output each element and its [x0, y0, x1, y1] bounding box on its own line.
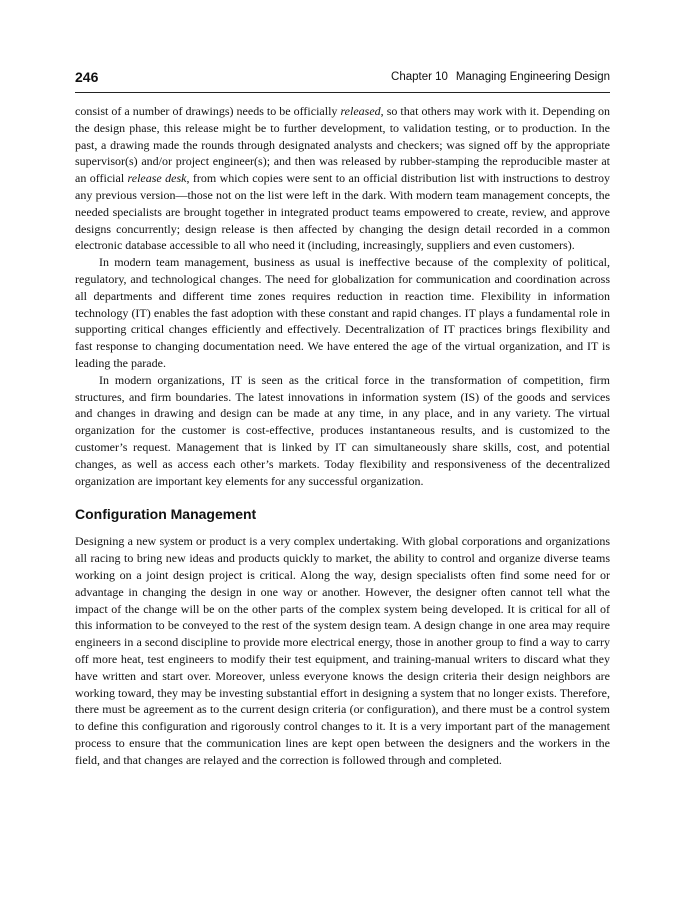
chapter-title: Managing Engineering Design [455, 71, 610, 83]
running-head [391, 71, 610, 83]
running-header [75, 69, 610, 89]
page-number: 246 [75, 69, 99, 85]
chapter-label: Chapter 10 [391, 71, 448, 83]
header-rule [75, 92, 610, 93]
paragraph-1 [75, 103, 610, 254]
paragraph-1-text-a: consist of a number of drawings) needs to be officially [75, 104, 341, 118]
paragraph-3: In modern organizations, IT is seen as the critical force in the transformation of competition, firm structures, and firm boundaries. The latest innovations in information system (IS) of the goods and services and changes in drawing and design can be made at any time, in any place, and in any variety. The virtual organization for the customer is cost-effective, produces instantaneous results, and is customized to the customer’s request. Management that is linked by IT can simultaneously share skills, cost, and potential changes, as well as access each other’s markets. Today flexibility and responsiveness of the decentralized organization are important key elements for any successful organization. [75, 372, 610, 488]
paragraph-1-text-b: , so that others may work with it. Depending on the design phase, this release might be to further development, to validation testing, or to production. In the past, a drawing made the rounds through designated analysts and checkers; was signed off by the appropriate supervisor(s) and/or project engineer(s); and then was released by rubber-stamping the reproducible master at an official [75, 104, 611, 186]
body-text [75, 103, 610, 768]
section-heading: Configuration Management [75, 506, 257, 523]
term-release-desk: release desk [127, 171, 187, 186]
paragraph-2: In modern team management, business as usual is ineffective because of the complexity of political, regulatory, and technological changes. The need for globalization for communication and coordination across all departments and different time zones requires reduction in reaction time. Flexibility in information technology (IT) enables the fast adoption with these constant and rapid changes. IT plays a fundamental role in supporting critical changes efficiently and effectively. Decentralization of IT practices brings flexibility and fast response to changing documentation need. We have entered the age of the virtual organization, and IT is leading the parade. [75, 255, 610, 370]
term-released: released [340, 104, 381, 118]
section-paragraph: Designing a new system or product is a very complex undertaking. With global corporations and organizations all racing to bring new ideas and products quickly to market, the ability to control and organize diverse teams working on a joint design project is critical. Along the way, design specialists often find some need for or advantage in changing the design in one way or another. However, the designer often cannot tell what the impact of the change will be on the other parts of the complex system being developed. It is critical for all of this information to be conveyed to the rest of the system design team. A design change in one area may require engineers in a second discipline to provide more electrical energy, those in another group to find a way to carry off more heat, test engineers to modify their test equipment, and training-manual writers to discard what they have written and start over. Moreover, unless everyone knows the design criteria their design neighbors are working toward, they may be investing substantial effort in designing a system that no longer exists. Therefore, there must be agreement as to the current design criteria (or configuration), and there must be a control system to define this configuration and rigorously control changes to it. It is a very important part of the management process to ensure that the communication lines are kept open between the designers and the workers in the field, and that changes are relayed and the correction is followed through and completed. [75, 534, 610, 767]
paragraph-1-text-c: , from which copies were sent to an official distribution list with instructions to destroy any previous version—those not on the list were left in the dark. With modern team management concepts, the needed specialists are brought together in integrated product teams empowered to create, review, and approve designs concurrently; design release is then affected by changing the design detail recorded in a common electronic database accessible to all who need it (including, increasingly, suppliers and even customers). [75, 171, 610, 253]
